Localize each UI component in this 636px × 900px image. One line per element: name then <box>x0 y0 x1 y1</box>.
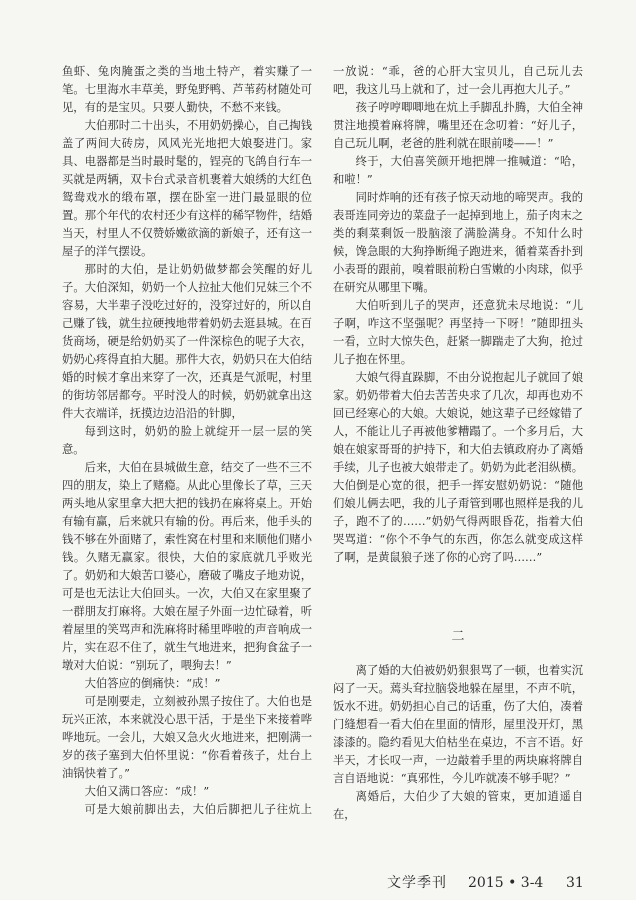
right-column <box>333 63 583 619</box>
paragraph: 大伯那时二十出头，不用奶奶操心，自己掏钱盖了两间大砖房，风风光光地把大娘娶进门。家具、电器都是当时最时髦的，锃亮的飞鸽自行车一买就是两辆，双卡台式录音机裹着大娘绣的大红色鸳鸯戏水的缎布罩，摆在卧室一进门最显眼的位置。那个年代的农村还少有这样的稀罕物件，结婚当天，村里人不仅赞娇嫩欲滴的新娘子，还有这一屋子的洋气摆设。 <box>62 119 312 258</box>
section-two <box>333 626 583 836</box>
left-column <box>62 63 312 853</box>
paragraph: 孩子哼哼唧唧地在炕上手脚乱扑腾，大伯全神贯注地摸着麻将牌，嘴里还在念叨着：“好儿子，自己玩儿啊，老爸的胜利就在眼前喽——！” <box>333 101 583 150</box>
issue-number: 2015 • 3-4 <box>468 875 544 891</box>
paragraph: 可是刚要走，立刻被孙黑子按住了。大伯也是玩兴正浓，本来就没心思干活，于是坐下来接着哗哗地玩。一会儿，大娘又急火火地进来，把刚满一岁的孩子塞到大伯怀里说：“你看着孩子，灶台上油锅快着了。” <box>62 695 312 780</box>
paragraph: 大伯又满口答应：“成！” <box>84 785 210 798</box>
section-number: 二 <box>451 629 465 644</box>
paragraph: 离婚后，大伯少了大娘的管束，更加逍遥自在， <box>333 790 583 821</box>
paragraph: 可是大娘前脚出去，大伯后脚把儿子往炕上 <box>84 803 312 816</box>
page-footer <box>380 873 590 893</box>
journal-name: 文学季刊 <box>387 875 447 891</box>
paragraph: 后来，大伯在县城做生意，结交了一些不三不四的朋友，染上了赌瘾。从此心里像长了草，三天两头地从家里拿大把大把的钱扔在麻将桌上。开始有输有赢，后来就只有输的份。再后来，他手头的钱不够在外面赌了，索性窝在村里和来顺他们赌小钱。久赌无赢家。很快，大伯的家底就几乎败光了。奶奶和大娘苦口婆心，磨破了嘴皮子地劝说，可是也无法让大伯回头。一次，大伯又在家里聚了一群朋友打麻将。大娘在屋子外面一边忙碌着，听着屋里的笑骂声和洗麻将时稀里哗啦的声音响成一片，实在忍不住了，就生气地进来，把狗食盆子一墩对大伯说：“别玩了，喂狗去！” <box>62 461 312 672</box>
paragraph: 鱼虾、兔肉腌蛋之类的当地土特产，着实赚了一笔。七里海水丰草美，野兔野鸭、芦苇药材随处可见，有的是宝贝。只要人勤快，不愁不来钱。 <box>62 65 312 114</box>
paragraph: 大伯答应的倒痛快：“成！” <box>84 677 221 690</box>
paragraph: 每到这时，奶奶的脸上就绽开一层一层的笑意。 <box>62 425 312 456</box>
paragraph: 一放说：“乖，爸的心肝大宝贝儿，自己玩儿去吧，我这儿马上就和了，过一会儿再抱大儿子。” <box>333 65 583 96</box>
paragraph: 那时的大伯，是让奶奶做梦都会笑醒的好儿子。大伯深知，奶奶一个人拉扯大他们兄妹三个不容易，大半辈子没吃过好的，没穿过好的，所以自己赚了钱，就生拉硬拽地带着奶奶去逛县城。在百货商场，硬是给奶奶买了一件深棕色的呢子大衣，奶奶心疼得直拍大腿。那件大衣，奶奶只在大伯结婚的时候才拿出来穿了一次，还真是气派呢，村里的街坊邻居都夸。平时没人的时候，奶奶就拿出这件大衣端详，抚摸边边沿沿的针脚， <box>62 263 312 420</box>
paragraph: 离了婚的大伯被奶奶狠狠骂了一顿，也着实沉闷了一天。蔫头耷拉脑袋地躲在屋里，不声不吭，饭水不进。奶奶担心自己的话重，伤了大伯，凑着门缝想看一看大伯在里面的情形，屋里没开灯，黑漆漆的。隐约看见大伯枯坐在桌边，不言不语。好半天，才长叹一声，一边敲着手里的两块麻将牌自言自语地说：“真邪性，今儿咋就凑不够手呢？” <box>333 664 583 785</box>
paragraph: 大娘气得直跺脚，不由分说抱起儿子就回了娘家。奶奶带着大伯去苦苦央求了几次，却再也劝不回已经寒心的大娘。大娘说，她这辈子已经嫁错了人，不能让儿子再被他爹糟蹋了。一个多月后，大娘在娘家哥哥的护持下，和大伯去镇政府办了离婚手续，儿子也被大娘带走了。奶奶为此老泪纵横。大伯倒是心宽的很，把手一挥安慰奶奶说：“随他们娘儿俩去吧，我的儿子甭管到哪也照样是我的儿子，跑不了的……”奶奶气得两眼昏花，指着大伯哭骂道：“你个不争气的东西，你怎么就变成这样了啊，是黄鼠狼子迷了你的心窍了吗……” <box>333 371 583 564</box>
paragraph: 终于，大伯喜笑颜开地把牌一推喊道：“哈，和啦！” <box>333 155 583 186</box>
paragraph: 大伯听到儿子的哭声，还意犹未尽地说：“儿子啊，咋这不坚强呢？再坚持一下呀！”随即扭头一看，立时大惊失色，赶紧一脚踹走了大狗，抢过儿子抱在怀里。 <box>333 299 583 366</box>
page-number: 31 <box>566 875 584 891</box>
paragraph: 同时炸响的还有孩子惊天动地的啼哭声。我的表哥连同旁边的菜盘子一起掉到地上，茄子肉末之类的剩菜剩饭一股脑滚了满脸满身。不知什么时候，馋急眼的大狗挣断绳子跑进来，循着菜香扑到小表哥的跟前，嗅着眼前粉白雪嫩的小肉球，似乎在研究从哪里下嘴。 <box>333 191 583 294</box>
